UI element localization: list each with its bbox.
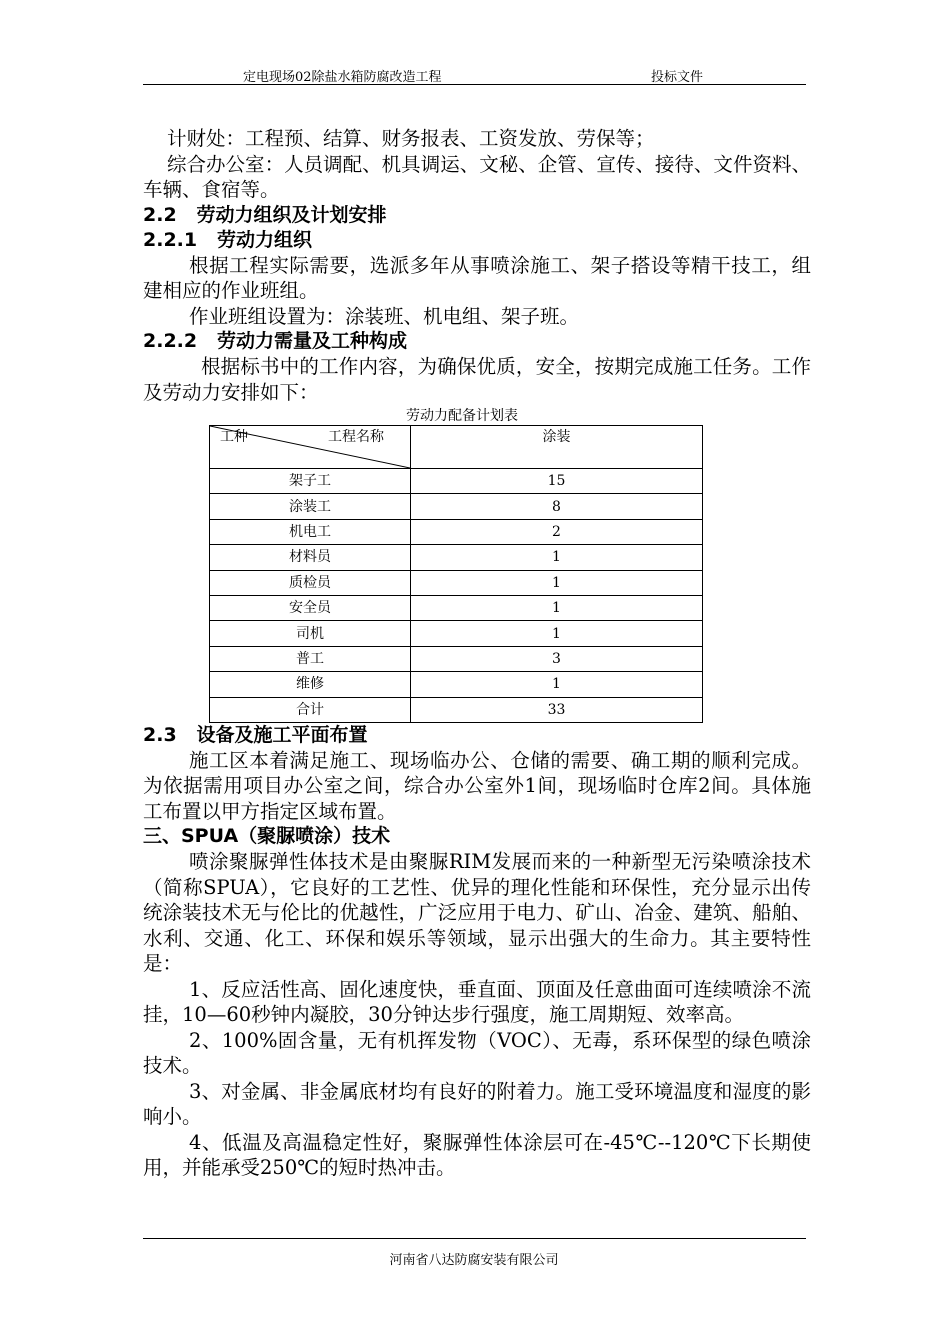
section-title: 劳动力需量及工种构成 [216, 330, 407, 352]
section-number: 2.2.2 [143, 330, 198, 352]
labor-demand-paragraph: 根据标书中的工作内容，为确保优质，安全，按期完成施工任务。工作及劳动力安排如下： [143, 355, 811, 404]
table-row [210, 494, 703, 519]
section-2-2-heading [143, 203, 811, 228]
trade-name-cell: 普工 [210, 646, 411, 671]
table-body [210, 469, 703, 723]
section-title: 劳动力组织及计划安排 [196, 203, 387, 226]
header-document-type: 投标文件 [651, 70, 704, 85]
footer-company [0, 1249, 950, 1268]
headcount-cell: 1 [411, 672, 703, 697]
table-row [210, 621, 703, 646]
trade-name-cell: 质检员 [210, 570, 411, 595]
team-setup-paragraph: 作业班组设置为：涂装班、机电组、架子班。 [189, 304, 580, 328]
table-row [210, 469, 703, 494]
labor-org-paragraph: 根据工程实际需要，选派多年从事喷涂施工、架子搭设等精干技工，组建相应的作业班组。 [143, 253, 811, 302]
trade-name-cell: 材料员 [210, 545, 411, 570]
headcount-cell: 1 [411, 570, 703, 595]
feature-item-3: 3、对金属、非金属底材均有良好的附着力。施工受环境温度和湿度的影响小。 [143, 1079, 811, 1129]
section-2-2-1-heading [143, 228, 811, 253]
footer-company-name: 河南省八达防腐安装有限公司 [389, 1253, 559, 1268]
section-number: 2.3 [143, 723, 177, 746]
trade-name-cell: 涂装工 [210, 494, 411, 519]
headcount-cell: 15 [411, 469, 703, 494]
feature-item-1: 1、反应活性高、固化速度快，垂直面、顶面及任意曲面可连续喷涂不流挂，10—60秒钟内凝胶，30分钟达步行强度，施工周期短、效率高。 [143, 977, 811, 1027]
office-dept-paragraph: 综合办公室：人员调配、机具调运、文秘、企管、宣传、接待、文件资料、车辆、食宿等。 [143, 152, 811, 201]
headcount-cell: 1 [411, 621, 703, 646]
header-rule [143, 84, 806, 85]
headcount-cell: 1 [411, 595, 703, 620]
page-body [143, 126, 811, 1181]
table-row [210, 697, 703, 722]
section-3-heading: 三、SPUA（聚脲喷涂）技术 [143, 825, 391, 848]
section-number: 2.2.1 [143, 228, 198, 251]
finance-dept-paragraph: 计财处：工程预、结算、财务报表、工资发放、劳保等； [167, 127, 655, 150]
headcount-cell: 8 [411, 494, 703, 519]
spua-intro-paragraph: 喷涂聚脲弹性体技术是由聚脲RIM发展而来的一种新型无污染喷涂技术（简称SPUA），它良好的工艺性、优异的理化性能和环保性，充分显示出传统涂装技术无与伦比的优越性，广泛应用于电力、矿山、冶金、建筑、船舶、水利、交通、化工、环保和娱乐等领域，显示出强大的生命力。其主要特性是： [143, 850, 811, 976]
headcount-cell: 33 [411, 697, 703, 722]
trade-name-cell: 维修 [210, 672, 411, 697]
headcount-cell: 1 [411, 545, 703, 570]
section-title: 劳动力组织 [216, 228, 312, 251]
table-header-row [210, 426, 703, 469]
corner-label-project: 工程名称 [328, 429, 384, 445]
table-row [210, 672, 703, 697]
table-corner-cell [210, 426, 411, 469]
header-project-title: 定电现场02除盐水箱防腐改造工程 [243, 70, 442, 85]
layout-paragraph: 施工区本着满足施工、现场临办公、仓储的需要、确工期的顺利完成。为依据需用项目办公室之间，综合办公室外1间，现场临时仓库2间。具体施工布置以甲方指定区域布置。 [143, 748, 811, 823]
headcount-cell: 2 [411, 519, 703, 544]
feature-item-2: 2、100%固含量，无有机挥发物（VOC）、无毒，系环保型的绿色喷涂技术。 [143, 1028, 811, 1078]
table-row [210, 545, 703, 570]
trade-name-cell: 机电工 [210, 519, 411, 544]
section-title: 设备及施工平面布置 [196, 723, 368, 746]
section-2-2-2-heading [143, 329, 811, 354]
table-row [210, 646, 703, 671]
table-row [210, 570, 703, 595]
trade-name-cell: 安全员 [210, 595, 411, 620]
trade-name-cell: 架子工 [210, 469, 411, 494]
table-row [210, 595, 703, 620]
corner-label-trade: 工种 [220, 429, 248, 445]
table-caption: 劳动力配备计划表 [406, 408, 518, 424]
labor-plan-table [209, 425, 703, 723]
trade-name-cell: 司机 [210, 621, 411, 646]
feature-item-4: 4、低温及高温稳定性好，聚脲弹性体涂层可在-45℃--120℃下长期使用，并能承受250℃的短时热冲击。 [143, 1130, 811, 1180]
table-row [210, 519, 703, 544]
section-number: 2.2 [143, 203, 177, 226]
headcount-cell: 3 [411, 646, 703, 671]
trade-name-cell: 合计 [210, 697, 411, 722]
column-header-coating: 涂装 [411, 426, 703, 469]
section-2-3-heading [143, 723, 811, 748]
footer-rule [143, 1238, 806, 1239]
